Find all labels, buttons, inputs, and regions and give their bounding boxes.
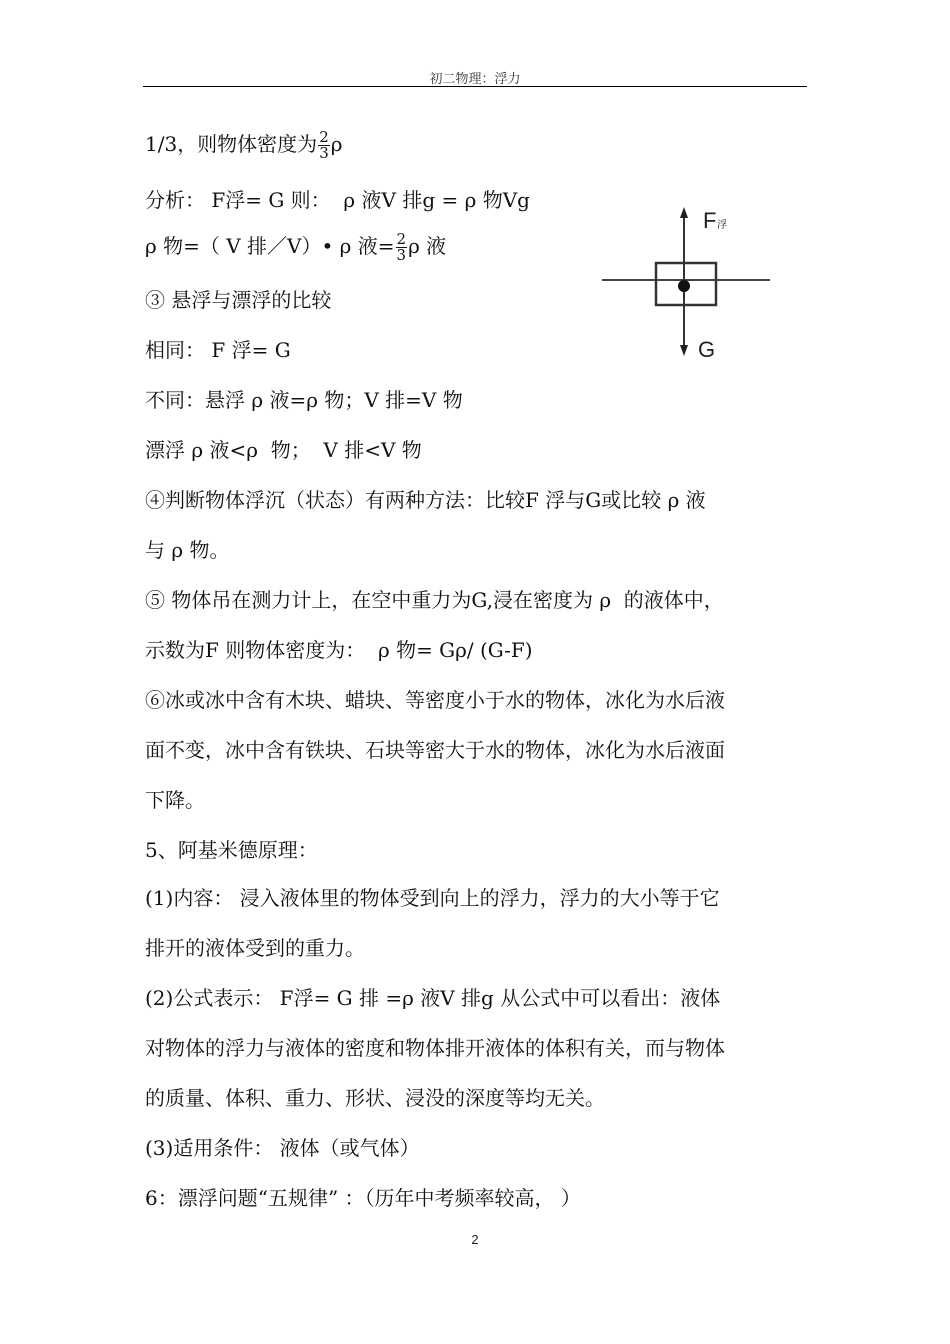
line-3-text: ρ 物=（ V 排／V）• ρ 液= <box>145 234 395 258</box>
text-line-18: (2)公式表示： F浮= G 排 =ρ 液V 排g 从公式中可以看出：液体 <box>145 986 721 1010</box>
buoyant-force-arrowhead <box>680 207 688 218</box>
buoyancy-force-diagram <box>600 196 780 376</box>
text-line-7: 漂浮 ρ 液<ρ 物； V 排<V 物 <box>145 438 422 462</box>
center-of-mass-dot <box>678 280 690 292</box>
text-line-16: (1)内容： 浸入液体里的物体受到向上的浮力，浮力的大小等于它 <box>145 886 720 910</box>
text-line-9: 与 ρ 物。 <box>145 538 230 562</box>
fraction-denominator: 3 <box>319 144 329 162</box>
text-line-6: 不同：悬浮 ρ 液=ρ 物；V 排=V 物 <box>145 388 463 412</box>
text-line-13: 面不变，冰中含有铁块、石块等密大于水的物体，冰化为水后液面 <box>145 738 725 762</box>
text-line-17: 排开的液体受到的重力。 <box>145 936 365 960</box>
text-line-15: 5、阿基米德原理： <box>145 838 318 862</box>
buoyant-force-label: F <box>703 208 717 233</box>
text-line-10: ⑤ 物体吊在测力计上，在空中重力为G,浸在密度为 ρ 的液体中， <box>145 588 724 612</box>
fraction-two-thirds <box>396 232 408 263</box>
line-3-suffix: ρ 液 <box>408 234 447 258</box>
header-divider <box>143 86 807 87</box>
buoyant-force-subscript: 浮 <box>717 220 727 231</box>
text-line-3 <box>145 232 446 263</box>
text-line-4: ③ 悬浮与漂浮的比较 <box>145 288 332 312</box>
text-line-14: 下降。 <box>145 788 205 812</box>
text-line-8: ④判断物体浮沉（状态）有两种方法：比较F 浮与G或比较 ρ 液 <box>145 488 706 512</box>
text-line-11: 示数为F 则物体密度为： ρ 物= Gρ/ (G-F) <box>145 638 533 662</box>
line-1-text: 1/3，则物体密度为 <box>145 132 318 156</box>
fraction-numerator: 2 <box>319 128 329 146</box>
fraction-denominator: 3 <box>396 246 407 264</box>
text-line-20: 的质量、体积、重力、形状、浸没的深度等均无关。 <box>145 1086 605 1110</box>
fraction-two-thirds <box>318 130 330 161</box>
text-line-22: 6：漂浮问题“五规律” ：（历年中考频率较高， ） <box>145 1186 581 1210</box>
fraction-numerator: 2 <box>396 230 407 248</box>
text-line-5: 相同： F 浮= G <box>145 338 291 362</box>
text-line-19: 对物体的浮力与液体的密度和物体排开液体的体积有关，而与物体 <box>145 1036 725 1060</box>
text-line-1 <box>145 130 343 161</box>
line-1-suffix: ρ <box>330 132 343 156</box>
gravity-force-label: G <box>698 337 716 362</box>
text-line-2: 分析： F浮= G 则： ρ 液V 排g = ρ 物Vg <box>145 188 530 212</box>
page-number: 2 <box>471 1232 479 1247</box>
page-header-title: 初二物理：浮力 <box>429 72 521 87</box>
text-line-21: (3)适用条件： 液体（或气体） <box>145 1136 420 1160</box>
text-line-12: ⑥冰或冰中含有木块、蜡块、等密度小于水的物体，冰化为水后液 <box>145 688 725 712</box>
gravity-arrowhead <box>680 345 688 356</box>
